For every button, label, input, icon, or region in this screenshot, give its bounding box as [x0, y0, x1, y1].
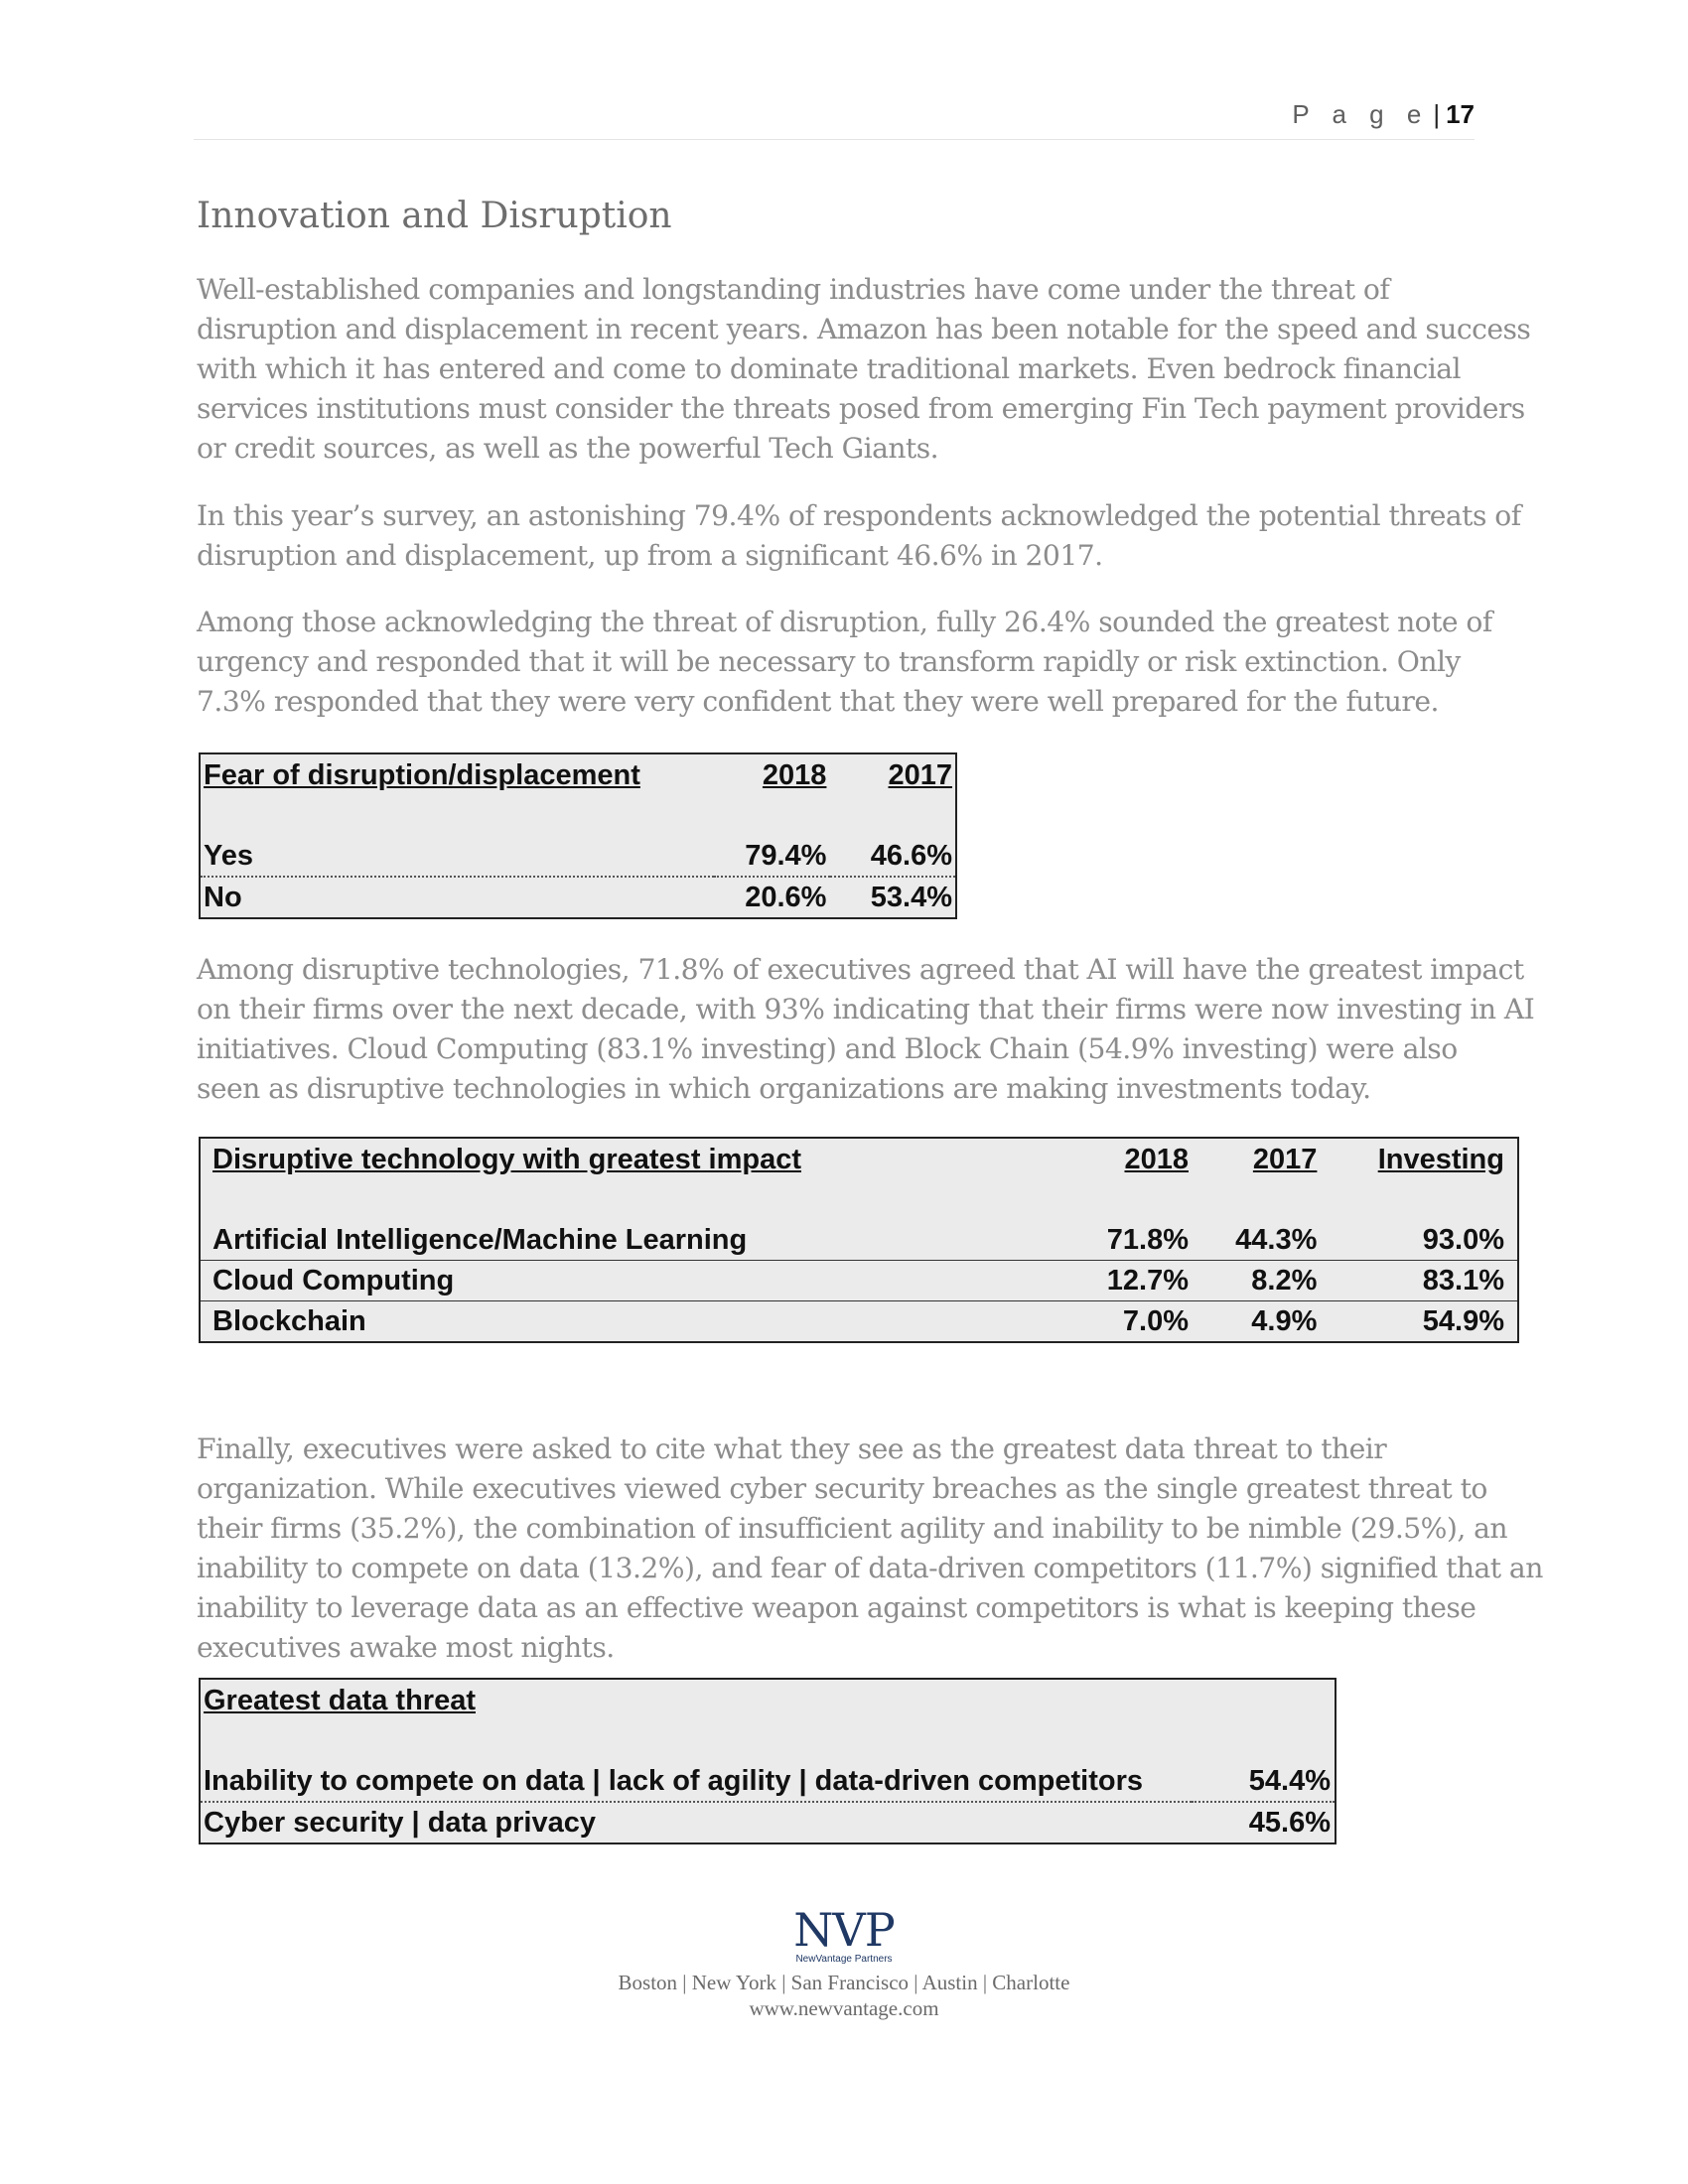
paragraph-line: inability to compete on data (13.2%), and fear of data-driven competitors (11.7%) signified that an	[197, 1552, 1543, 1584]
table-row	[200, 877, 956, 918]
table-cell: 79.4%	[714, 836, 831, 877]
paragraph-line: their firms (35.2%), the combination of insufficient agility and inability to be nimble (29.5%), an	[197, 1512, 1508, 1545]
paragraph-line: or credit sources, as well as the powerful Tech Giants.	[197, 432, 939, 465]
table-row	[200, 1761, 1336, 1802]
table-header: Disruptive technology with greatest impact	[212, 1143, 801, 1175]
table-cell: Blockchain	[212, 1304, 366, 1337]
paragraph-line: on their firms over the next decade, with 93% indicating that their firms were now investing in AI	[197, 993, 1535, 1025]
paragraph-line: Well-established companies and longstanding industries have come under the threat of	[197, 273, 1390, 306]
logo-text: NVP	[793, 1906, 895, 1957]
table-header: 2017	[1252, 1143, 1318, 1175]
table-cell: 93.0%	[1321, 1220, 1518, 1261]
table-cell: 53.4%	[870, 881, 952, 913]
fear-of-disruption-table	[199, 752, 957, 919]
page-number: 17	[1446, 99, 1475, 129]
paragraph-line: In this year’s survey, an astonishing 79.4% of respondents acknowledged the potential threats of	[197, 499, 1521, 532]
table-cell: No	[204, 881, 242, 913]
paragraph-line: disruption and displacement in recent years. Amazon has been notable for the speed and success	[197, 313, 1531, 345]
table-cell: 20.6%	[745, 881, 827, 913]
table-header: Fear of disruption/displacement	[204, 758, 640, 791]
paragraph-survey	[197, 496, 1521, 576]
paragraph-line: seen as disruptive technologies in which organizations are making investments today.	[197, 1072, 1371, 1105]
paragraph-line: Finally, executives were asked to cite what they see as the greatest data threat to their	[197, 1433, 1387, 1465]
paragraph-line: disruption and displacement, up from a significant 46.6% in 2017.	[197, 539, 1103, 572]
nvp-logo	[775, 1906, 913, 1966]
table-cell: 71.8%	[1071, 1220, 1193, 1261]
table-cell: 83.1%	[1321, 1261, 1518, 1301]
table-cell: Inability to compete on data | lack of agility | data-driven competitors	[200, 1761, 1192, 1802]
paragraph-line: services institutions must consider the threats posed from emerging Fin Tech payment providers	[197, 392, 1525, 425]
page-number-block	[1292, 99, 1475, 130]
table-cell: 4.9%	[1251, 1304, 1318, 1337]
page-header	[194, 97, 1475, 140]
page-separator: |	[1433, 99, 1441, 129]
table-row	[200, 1802, 1336, 1843]
table-row	[200, 836, 956, 877]
page-label: P a g e	[1292, 99, 1430, 129]
table-cell: Cyber security | data privacy	[204, 1806, 596, 1839]
paragraph-technologies	[197, 950, 1534, 1109]
paragraph-line: Among disruptive technologies, 71.8% of executives agreed that AI will have the greatest impact	[197, 953, 1524, 986]
section-title: Innovation and Disruption	[197, 196, 672, 236]
paragraph-urgency	[197, 603, 1492, 722]
table-header-empty	[1192, 1679, 1336, 1721]
paragraph-data-threat	[197, 1430, 1543, 1668]
paragraph-line: Among those acknowledging the threat of disruption, fully 26.4% sounded the greatest note of	[197, 606, 1492, 638]
greatest-data-threat-table	[199, 1678, 1336, 1844]
table-header: Greatest data threat	[204, 1684, 476, 1716]
paragraph-line: initiatives. Cloud Computing (83.1% investing) and Block Chain (54.9% investing) were also	[197, 1032, 1458, 1065]
logo-subtext: NewVantage Partners	[795, 1954, 893, 1965]
disruptive-technology-table	[199, 1137, 1519, 1343]
paragraph-line: urgency and responded that it will be necessary to transform rapidly or risk extinction. Only	[197, 645, 1461, 678]
table-header: 2018	[1124, 1143, 1189, 1175]
table-header: 2017	[888, 758, 952, 791]
paragraph-line: with which it has entered and come to dominate traditional markets. Even bedrock financial	[197, 352, 1461, 385]
table-cell: 54.9%	[1422, 1304, 1504, 1337]
table-cell: Cloud Computing	[200, 1261, 1071, 1301]
table-header: 2018	[762, 758, 827, 791]
table-spacer	[200, 1180, 1518, 1220]
table-cell: Yes	[200, 836, 714, 877]
table-header-row	[200, 1679, 1336, 1721]
paragraph-line: executives awake most nights.	[197, 1631, 615, 1664]
table-cell: Artificial Intelligence/Machine Learning	[200, 1220, 1071, 1261]
table-header: Investing	[1377, 1143, 1504, 1175]
table-cell: 12.7%	[1071, 1261, 1193, 1301]
table-cell: 8.2%	[1193, 1261, 1321, 1301]
paragraph-intro	[197, 270, 1530, 469]
paragraph-line: inability to leverage data as an effective weapon against competitors is what is keeping these	[197, 1591, 1477, 1624]
paragraph-line: 7.3% responded that they were very confident that they were well prepared for the future.	[197, 685, 1439, 718]
table-cell: 44.3%	[1193, 1220, 1321, 1261]
table-row	[200, 1220, 1518, 1261]
table-row	[200, 1261, 1518, 1301]
table-spacer	[200, 1721, 1336, 1761]
table-header-row	[200, 1138, 1518, 1180]
footer-website[interactable]: www.newvantage.com	[749, 1996, 939, 2020]
paragraph-line: organization. While executives viewed cyber security breaches as the single greatest threat to	[197, 1472, 1487, 1505]
table-spacer	[200, 796, 956, 836]
table-cell: 54.4%	[1192, 1761, 1336, 1802]
table-header-row	[200, 753, 956, 796]
table-cell: 45.6%	[1248, 1806, 1331, 1839]
table-cell: 46.6%	[830, 836, 956, 877]
footer-locations: Boston | New York | San Francisco | Austin | Charlotte	[618, 1971, 1070, 1994]
table-row	[200, 1301, 1518, 1343]
table-cell: 7.0%	[1122, 1304, 1189, 1337]
